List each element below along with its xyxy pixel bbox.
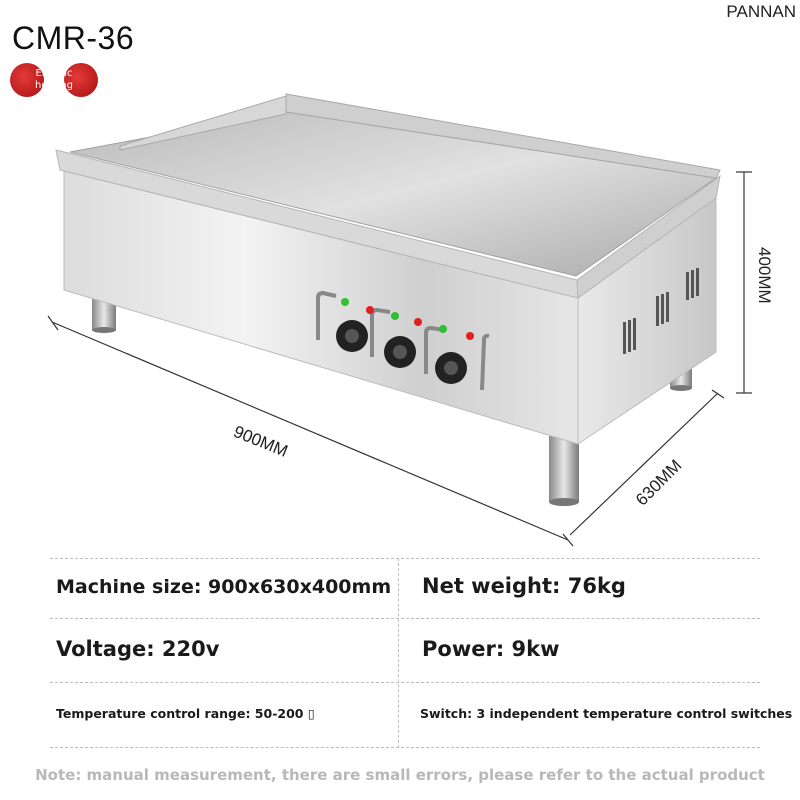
spec-divider-bottom [50,747,760,748]
indicator-green-1 [341,298,349,306]
spec-net-weight: Net weight: 76kg [422,574,626,598]
height-dimension-label: 400MM [755,247,774,304]
width-dimension-label: 900MM [230,422,291,461]
spec-temperature-range: Temperature control range: 50-200 ▯ [56,706,315,721]
spec-power: Power: 9kw [422,637,560,661]
model-title: CMR-36 [12,20,135,56]
spec-table [50,558,793,748]
spec-divider-vertical [398,558,399,748]
spec-switch: Switch: 3 independent temperature control switches [420,706,793,721]
indicator-red-2 [414,318,422,326]
spec-machine-size: Machine size: 900x630x400mm [56,576,392,598]
depth-dimension-label: 630MM [632,455,686,510]
indicator-red-1 [366,306,374,314]
spec-divider-1 [50,618,760,619]
brand-watermark: PANNAN [726,2,796,21]
badge-text-line2: heating [34,80,73,91]
measurement-note: Note: manual measurement, there are small errors, please refer to the actual product [35,766,765,784]
badge-text-line1: Electric [35,68,73,79]
spec-voltage: Voltage: 220v [56,637,220,661]
spec-divider-2 [50,682,760,683]
indicator-green-3 [439,325,447,333]
indicator-red-3 [466,332,474,340]
spec-divider-top [50,558,760,559]
indicator-green-2 [391,312,399,320]
